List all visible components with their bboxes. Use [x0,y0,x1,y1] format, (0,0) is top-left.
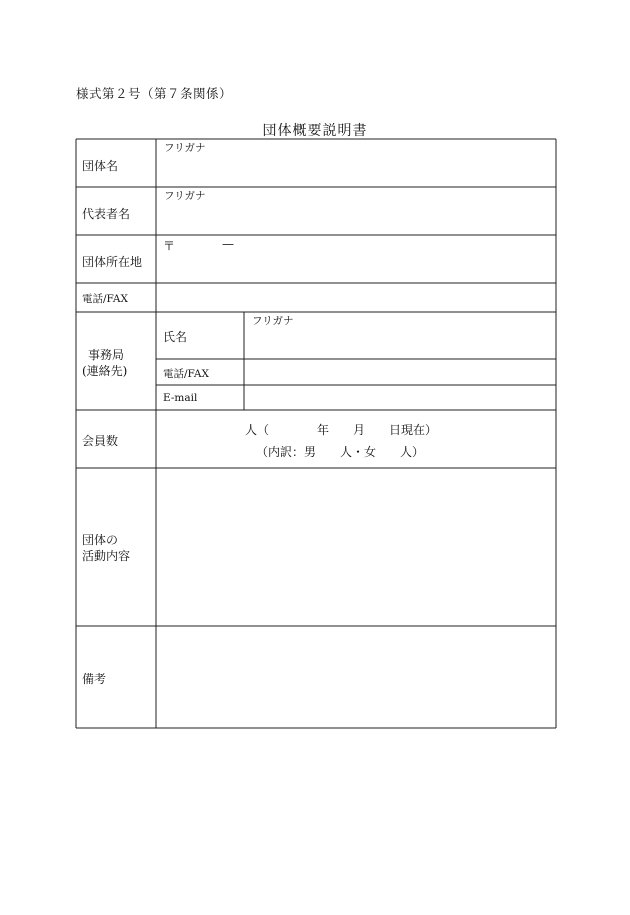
address-field[interactable] [160,255,550,279]
activities-field[interactable] [160,472,550,622]
members-label: 会員数 [82,434,119,448]
secretariat-phone-field[interactable] [248,362,550,382]
secretariat-name-furigana-label: フリガナ [252,315,294,327]
representative-field[interactable] [160,204,550,230]
group-name-furigana-label: フリガナ [164,142,206,154]
secretariat-email-field[interactable] [248,388,550,408]
remarks-field[interactable] [160,630,550,724]
secretariat-label: 事務局 [88,348,125,362]
group-name-label: 団体名 [82,159,119,173]
activities-label-line2: 活動内容 [82,549,131,563]
activities-label-line1: 団体の [82,533,119,547]
secretariat-name-label: 氏名 [163,330,188,344]
phone-fax-field[interactable] [160,286,550,308]
secretariat-email-label: E-mail [163,392,198,404]
form-number: 様式第２号（第７条関係） [76,86,233,101]
postal-mark: 〒 [163,239,176,253]
secretariat-phone-label: 電話/FAX [163,368,209,380]
group-name-field[interactable] [160,156,550,182]
document-title: 団体概要説明書 [262,123,368,139]
postal-dash: — [222,237,234,251]
secretariat-contact-label: (連絡先) [82,364,128,378]
remarks-label: 備考 [82,672,107,686]
phone-fax-label: 電話/FAX [82,293,128,305]
representative-label: 代表者名 [82,207,131,221]
address-label: 団体所在地 [82,255,143,269]
members-count-line: 人（ 年 月 日現在） [245,423,438,437]
secretariat-name-field[interactable] [248,330,550,354]
members-breakdown-line: （内訳：男 人・女 人） [256,445,425,459]
representative-furigana-label: フリガナ [164,190,206,202]
